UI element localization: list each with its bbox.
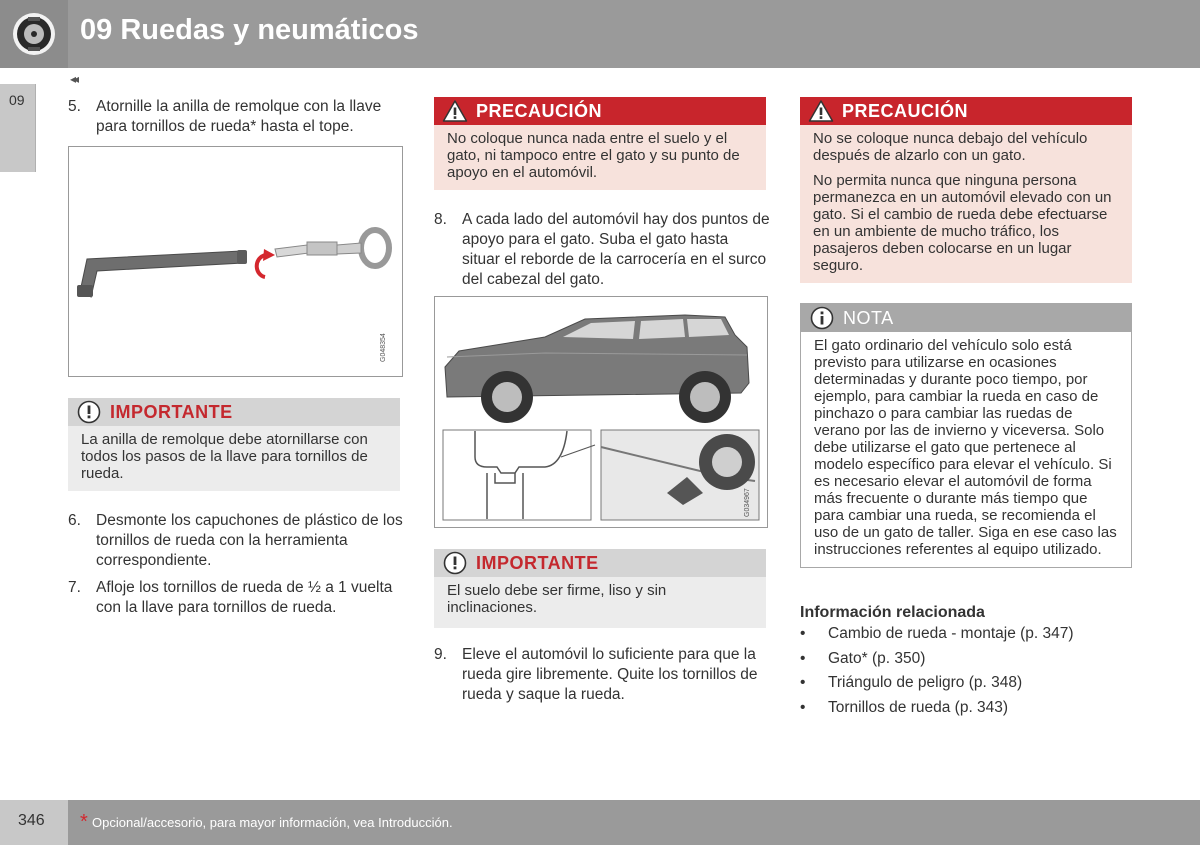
header-icon-box [0,0,68,68]
wrench-towing-eye-illustration [69,147,402,376]
wheel-tire-icon [0,0,68,68]
step-text: A cada lado del automóvil hay dos puntos de apoyo para el gato. Suba el gato hasta situar el reborde de la carrocería en el surco del cabezal del gato. [462,211,770,288]
important-header [68,398,400,426]
note-text: El gato ordinario del vehículo solo está previsto para utilizarse en ocasiones determinadas y durante poco tiempo, por ejemplo, para cambiar la rueda en caso de pinchazo o para cambiar las ruedas de verano por las de invierno y viceversa. Solo debe utilizarse el gato que pertenece al modelo específico para elevar el vehículo. Si es necesario elevar el automóvil de forma más frecuente o durante más tiempo que para cambiar una rueda, se recomienda el uso de un gato de taller. Siga en ese caso las instrucciones referentes al equipo utilizado. [801,332,1131,567]
bullet: • [800,649,806,667]
caution-text: No coloque nunca nada entre el suelo y el gato, ni tampoco entre el gato y su punto de apoyo en el automóvil. [434,125,766,190]
car-jack-figure [434,296,768,528]
caution-header [434,97,766,125]
note-box [800,303,1132,568]
back-nav-arrows[interactable]: ◂◂ [70,72,77,86]
step-text: Afloje los tornillos de rueda de ½ a 1 vuelta con la llave para tornillos de rueda. [96,579,393,616]
page-number: 346 [18,812,45,829]
step-number: 8. [434,211,447,228]
related-link-text: Tornillos de rueda (p. 343) [828,698,1009,716]
figure-code: G034967 [744,488,751,517]
exclamation-circle-icon [442,551,468,575]
step-text: Atornille la anilla de remolque con la llave para tornillos de rueda* hasta el tope. [96,98,382,135]
related-link[interactable] [800,698,1074,723]
important-label: IMPORTANTE [110,402,233,422]
important-label: IMPORTANTE [476,553,599,573]
important-text: La anilla de remolque debe atornillarse con todos los pasos de la llave para tornillos de rueda. [68,426,400,491]
caution-box-2 [800,97,1132,283]
note-label: NOTA [843,308,894,328]
exclamation-circle-icon [76,400,102,424]
page-title: 09 Ruedas y neumáticos [80,14,419,46]
caution-paragraph: No se coloque nunca debajo del vehículo después de alzarlo con un gato. [813,130,1088,164]
step-text: Desmonte los capuchones de plástico de los tornillos de rueda con la herramienta correspondiente. [96,512,403,569]
bullet: • [800,674,806,691]
step-text: Eleve el automóvil lo suficiente para que la rueda gire libremente. Quite los tornillos de rueda y saque la rueda. [462,646,758,703]
related-link[interactable] [800,673,1074,698]
info-icon [809,306,835,330]
step-number: 9. [434,646,447,663]
figure-code: G048354 [380,333,387,362]
footer-note: Opcional/accesorio, para mayor información, vea Introducción. [92,815,453,830]
important-text: El suelo debe ser firme, liso y sin inclinaciones. [434,577,766,628]
important-box-2 [434,549,766,628]
caution-box-1 [434,97,766,190]
step-number: 6. [68,512,81,529]
page-number-box [0,800,68,845]
chapter-header [0,0,1200,68]
chapter-tab[interactable] [0,84,36,172]
caution-paragraph: No permita nunca que ninguna persona permanezca en un automóvil elevado con un gato. Si el cambio de rueda debe efectuarse en un ambiente de mucho tráfico, los pasajeros deben colocarse en un lugar seguro. [813,172,1112,274]
important-header [434,549,766,577]
related-link-text: Gato* (p. 350) [828,649,926,667]
related-info-title: Información relacionada [800,604,985,621]
bullet: • [800,698,806,716]
caution-header [800,97,1132,125]
related-info-list [800,624,1074,722]
step-number: 5. [68,98,81,115]
step-number: 7. [68,579,81,596]
related-link[interactable] [800,624,1074,649]
tow-eye-wrench-figure [68,146,403,377]
footer-bar [68,800,1200,845]
bullet: • [800,625,806,642]
car-on-jack-illustration [435,297,767,527]
caution-label: PRECAUCIÓN [476,101,603,121]
note-header [801,304,1131,332]
caution-body [800,125,1132,283]
warning-triangle-icon [808,99,834,123]
warning-triangle-icon [442,99,468,123]
optional-star: * [80,811,88,833]
caution-label: PRECAUCIÓN [842,101,969,121]
related-link[interactable] [800,649,1074,674]
related-link-text: Triángulo de peligro (p. 348) [828,674,1023,691]
chapter-tab-label: 09 [9,92,25,108]
important-box-1 [68,398,400,491]
related-link-text: Cambio de rueda - montaje (p. 347) [828,625,1074,642]
